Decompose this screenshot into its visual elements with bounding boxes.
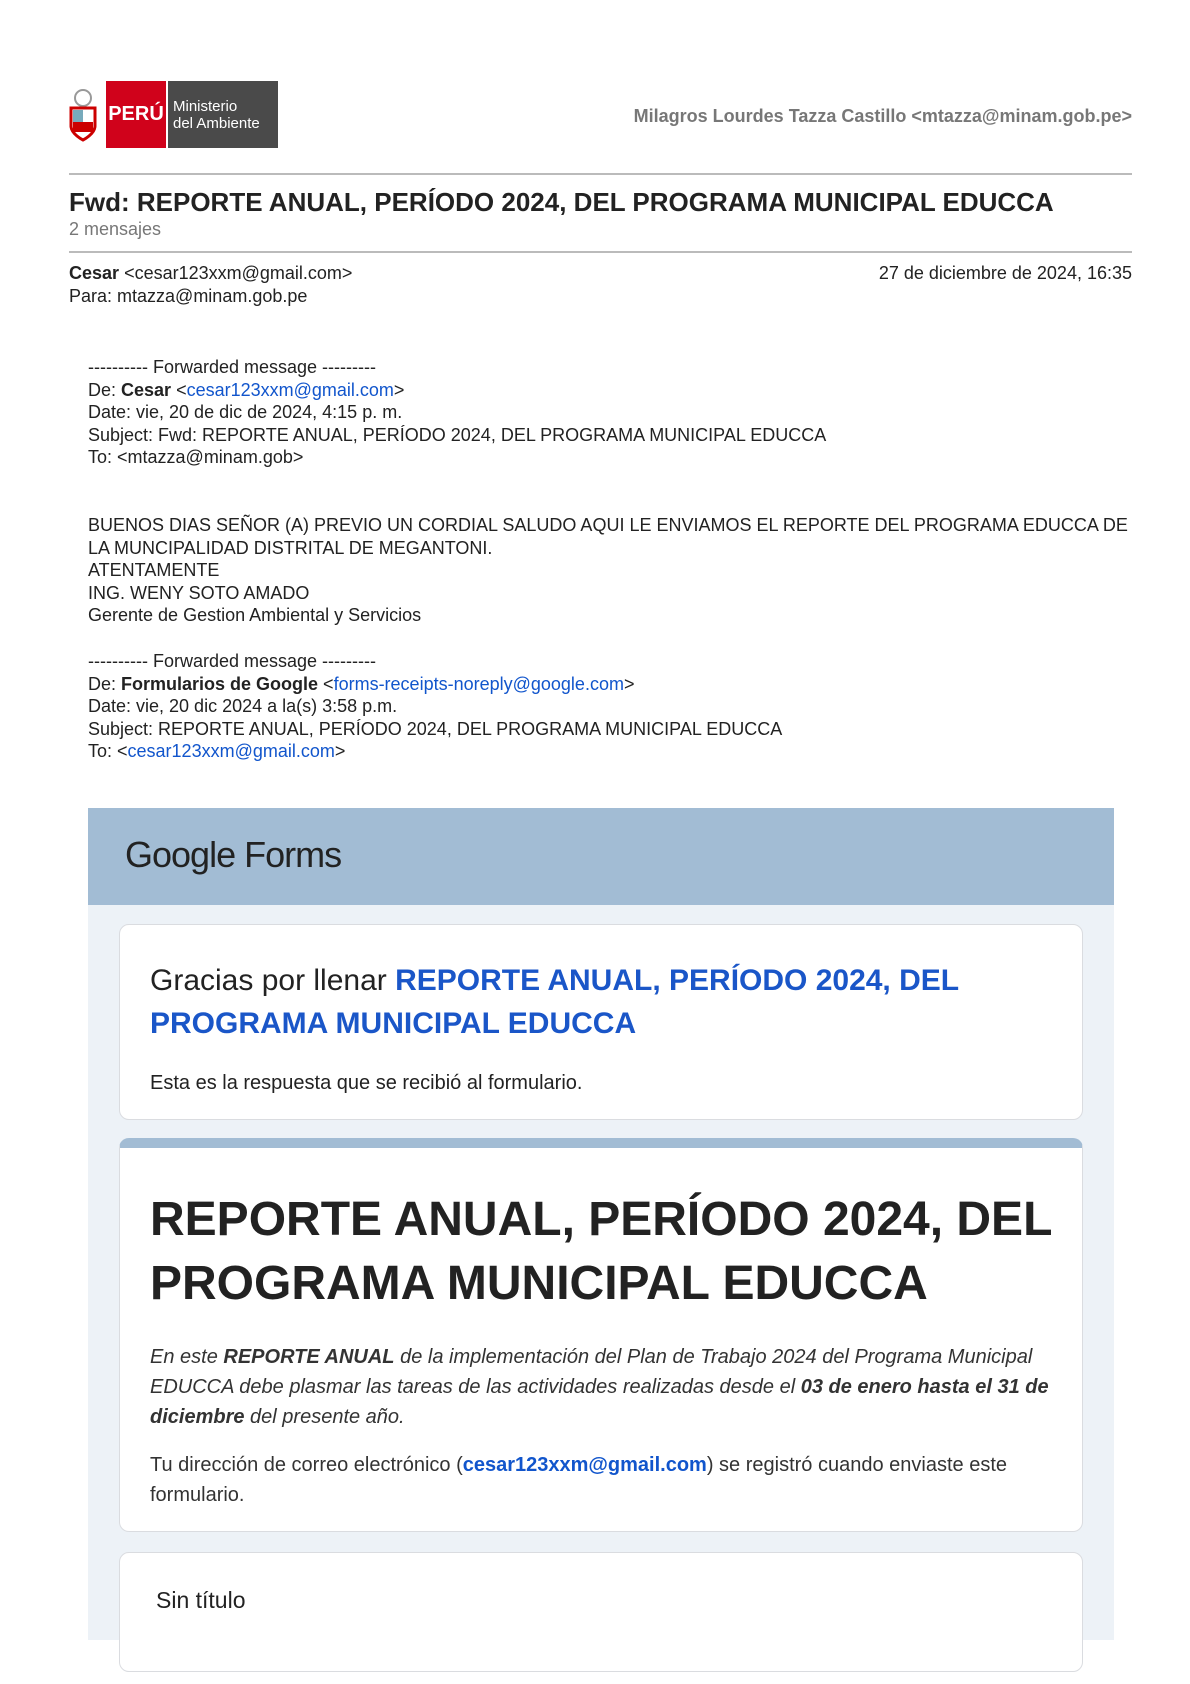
- sender-email: <cesar123xxm@gmail.com>: [124, 263, 353, 283]
- fwd-date: Date: vie, 20 de dic de 2024, 4:15 p. m.: [88, 402, 403, 423]
- fwd-separator: ---------- Forwarded message ---------: [88, 651, 376, 671]
- recipient: Para: mtazza@minam.gob.pe: [69, 286, 308, 306]
- thanks-heading: Gracias por llenar REPORTE ANUAL, PERÍODO 2024, DEL PROGRAMA MUNICIPAL EDUCCA: [150, 964, 959, 1040]
- fwd-from: De: Cesar <cesar123xxm@gmail.com>: [88, 379, 405, 400]
- forwarded-header-1: [88, 356, 1128, 469]
- section-card: [119, 1552, 1083, 1672]
- logo-country: PERÚ: [106, 81, 166, 148]
- logo-ministry: [168, 81, 278, 148]
- form-title-link[interactable]: REPORTE ANUAL, PERÍODO 2024, DEL PROGRAMA MUNICIPAL EDUCCA: [150, 964, 959, 1040]
- form-title: REPORTE ANUAL, PERÍODO 2024, DEL PROGRAMA MUNICIPAL EDUCCA: [150, 1193, 1052, 1310]
- forms-panel: [88, 905, 1114, 1640]
- fwd-separator: ---------- Forwarded message ---------: [88, 357, 376, 377]
- body-signature-title: Gerente de Gestion Ambiental y Servicios: [88, 605, 422, 626]
- body-text: BUENOS DIAS SEÑOR (A) PREVIO UN CORDIAL SALUDO AQUI LE ENVIAMOS EL REPORTE DEL PROGRAMA EDUCCA DE LA MUNCIPALIDAD DISTRITAL DE MEGANTONI.: [88, 515, 1128, 558]
- fwd-to: To: <cesar123xxm@gmail.com>: [88, 741, 346, 762]
- forwarded-header-2: [88, 650, 1128, 763]
- respondent-email-link[interactable]: cesar123xxm@gmail.com: [462, 1454, 707, 1476]
- fwd-date: Date: vie, 20 dic 2024 a la(s) 3:58 p.m.: [88, 696, 398, 717]
- form-description: En este REPORTE ANUAL de la implementación del Plan de Trabajo 2024 del Programa Municipal EDUCCA debe plasmar las tareas de las actividades realizadas desde el 03 de enero hasta el 31 de diciembre del presente año.: [150, 1346, 1049, 1428]
- body-text: ATENTAMENTE: [88, 560, 220, 581]
- received-text: Esta es la respuesta que se recibió al formulario.: [150, 1072, 583, 1094]
- sender: [69, 263, 352, 284]
- divider: [69, 173, 1132, 175]
- thanks-card: [119, 924, 1083, 1120]
- form-title-card: [119, 1138, 1083, 1532]
- fwd-to-email-link[interactable]: cesar123xxm@gmail.com: [127, 741, 335, 762]
- logo-line1: Ministerio: [173, 97, 238, 115]
- google-forms-logo: Google Forms: [125, 834, 342, 875]
- fwd-subject: Subject: Fwd: REPORTE ANUAL, PERÍODO 2024, DEL PROGRAMA MUNICIPAL EDUCCA: [88, 424, 827, 445]
- fwd-subject: Subject: REPORTE ANUAL, PERÍODO 2024, DEL PROGRAMA MUNICIPAL EDUCCA: [88, 718, 783, 739]
- fwd-to: To: <mtazza@minam.gob>: [88, 447, 304, 468]
- fwd-from: De: Formularios de Google <forms-receipts-noreply@google.com>: [88, 673, 635, 694]
- message-count: 2 mensajes: [69, 219, 162, 239]
- minam-logo: [60, 81, 278, 148]
- thread-subject: Fwd: REPORTE ANUAL, PERÍODO 2024, DEL PROGRAMA MUNICIPAL EDUCCA: [69, 187, 1054, 217]
- peru-crest-icon: [60, 81, 106, 148]
- sender-name: Cesar: [69, 263, 120, 283]
- message-date: 27 de diciembre de 2024, 16:35: [878, 263, 1132, 283]
- account-label: Milagros Lourdes Tazza Castillo <mtazza@minam.gob.pe>: [633, 106, 1132, 126]
- fwd-from-email-link[interactable]: forms-receipts-noreply@google.com: [333, 673, 624, 694]
- email-notice: Tu dirección de correo electrónico (cesar123xxm@gmail.com) se registró cuando enviaste este formulario.: [150, 1454, 1007, 1506]
- section-title: Sin título: [156, 1587, 246, 1613]
- message-body: [88, 514, 1128, 627]
- logo-line2: del Ambiente: [173, 114, 260, 132]
- divider: [69, 251, 1132, 253]
- fwd-from-email-link[interactable]: cesar123xxm@gmail.com: [186, 379, 394, 400]
- body-signature: ING. WENY SOTO AMADO: [88, 582, 310, 603]
